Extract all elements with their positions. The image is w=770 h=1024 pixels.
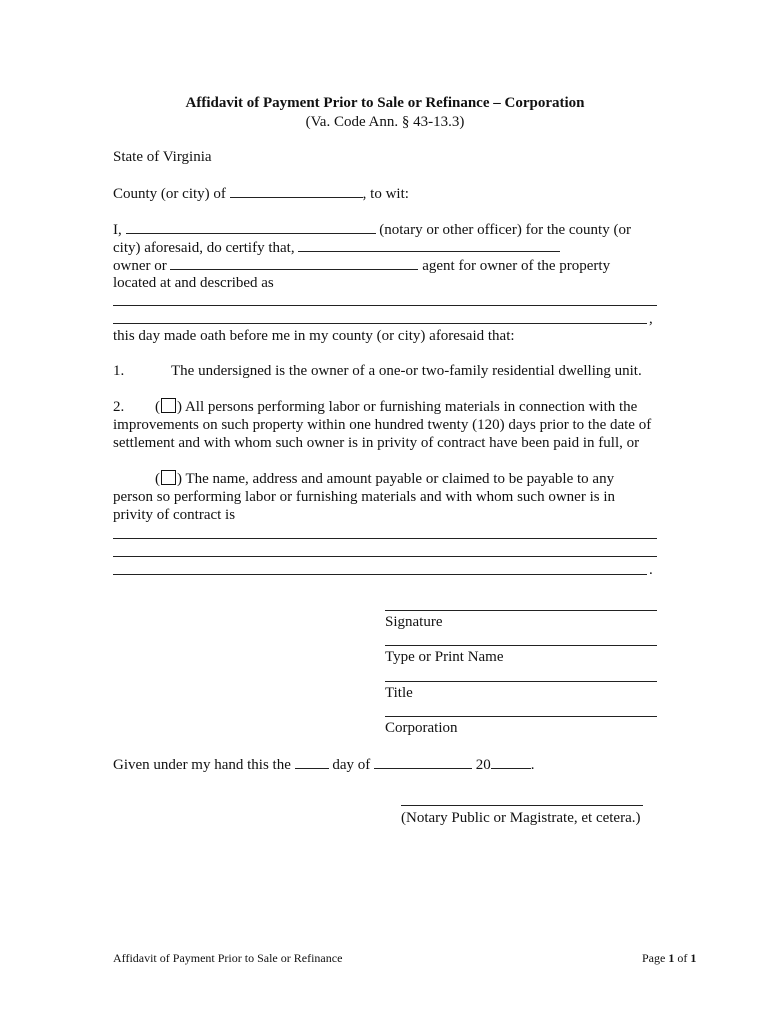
property-line-2[interactable] <box>113 323 647 324</box>
property-line-1[interactable] <box>113 305 657 306</box>
item-1-text: The undersigned is the owner of a one-or two-family residential dwelling unit. <box>171 363 642 379</box>
officer-name-blank[interactable] <box>126 220 376 234</box>
signature-line[interactable] <box>385 610 657 611</box>
item-2-line-1 <box>155 398 637 416</box>
item-2-line-1-text: All persons performing labor or furnishing materials in connection with the <box>184 399 638 415</box>
given-line <box>113 755 535 774</box>
county-blank[interactable] <box>230 184 363 198</box>
print-name-line[interactable] <box>385 645 657 646</box>
page-indicator <box>642 949 696 967</box>
corporation-line[interactable] <box>385 716 657 717</box>
item-2b-line-3: privity of contract is <box>113 507 236 523</box>
contract-line-3[interactable] <box>113 574 647 575</box>
page-label: Page <box>642 951 666 965</box>
print-name-label: Type or Print Name <box>385 649 504 665</box>
year-prefix: 20 <box>475 757 491 773</box>
property-comma: , <box>649 311 653 327</box>
item-2-line-2: improvements on such property within one hundred twenty (120) days prior to the date of <box>113 417 652 433</box>
item-2-line-3: settlement and with whom such owner is in privity of contract have been paid in full, or <box>113 435 640 451</box>
paren-open: ( <box>155 471 160 487</box>
document-title: Affidavit of Payment Prior to Sale or Refinance – Corporation <box>185 95 585 111</box>
paren-close: ) <box>177 399 182 415</box>
owner-suffix: agent for owner of the property <box>422 258 611 274</box>
certify-text: city) aforesaid, do certify that, <box>113 240 295 256</box>
certify-name-blank[interactable] <box>298 238 560 252</box>
owner-agent-blank[interactable] <box>170 256 418 270</box>
day-of-text: day of <box>332 757 371 773</box>
month-blank[interactable] <box>374 755 472 769</box>
owner-prefix: owner or <box>113 258 167 274</box>
paren-close: ) <box>177 471 182 487</box>
state-line: State of Virginia <box>113 149 212 165</box>
signature-label: Signature <box>385 614 443 630</box>
title-label: Title <box>385 685 413 701</box>
officer-prefix: I, <box>113 222 122 238</box>
item-2b-line-1-text: The name, address and amount payable or claimed to be payable to any <box>185 471 615 487</box>
page-number: 1 <box>668 951 675 965</box>
county-suffix: , to wit: <box>362 186 409 202</box>
county-line <box>113 184 409 203</box>
footer-document-name: Affidavit of Payment Prior to Sale or Refinance <box>113 951 343 965</box>
certify-line <box>113 238 560 257</box>
notary-label: (Notary Public or Magistrate, et cetera.) <box>401 810 641 826</box>
given-period: . <box>530 757 535 773</box>
given-prefix: Given under my hand this the <box>113 757 291 773</box>
item-2-number: 2. <box>113 399 125 415</box>
oath-line: this day made oath before me in my county (or city) aforesaid that: <box>113 328 515 344</box>
contract-line-2[interactable] <box>113 556 657 557</box>
located-line: located at and described as <box>113 275 274 291</box>
item-2b-line-1 <box>155 470 614 488</box>
county-prefix: County (or city) of <box>113 186 226 202</box>
item-1-number: 1. <box>113 363 125 379</box>
notary-signature-line[interactable] <box>401 805 643 806</box>
owner-line <box>113 256 610 275</box>
day-blank[interactable] <box>295 755 329 769</box>
corporation-label: Corporation <box>385 720 458 736</box>
contract-period: . <box>649 562 653 578</box>
officer-line <box>113 220 631 239</box>
contract-line-1[interactable] <box>113 538 657 539</box>
officer-suffix: (notary or other officer) for the county (or <box>379 222 631 238</box>
item-2b-line-2: person so performing labor or furnishing materials and with whom such owner is in <box>113 489 615 505</box>
paren-open: ( <box>155 399 160 415</box>
title-line[interactable] <box>385 681 657 682</box>
amount-payable-checkbox[interactable] <box>161 470 176 485</box>
year-blank[interactable] <box>491 755 531 769</box>
code-reference: (Va. Code Ann. § 43-13.3) <box>305 114 465 130</box>
page-total: 1 <box>690 951 697 965</box>
of-label: of <box>677 951 688 965</box>
paid-in-full-checkbox[interactable] <box>161 398 176 413</box>
